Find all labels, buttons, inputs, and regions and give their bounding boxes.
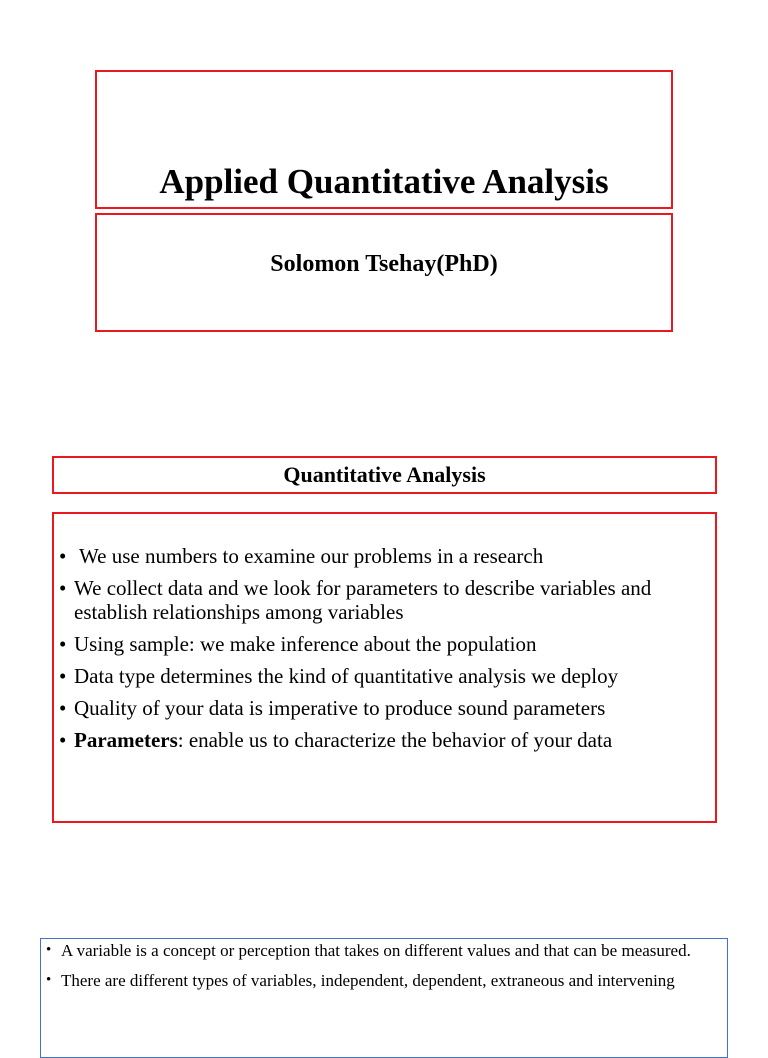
bullet-icon: • [59,576,67,600]
list-item [59,544,709,568]
slide-heading: Quantitative Analysis [283,462,486,487]
list-item-text: : enable us to characterize the behavior of your data [177,728,613,752]
bullet-icon: • [46,972,52,988]
variables-slide [0,930,768,1024]
list-item [59,728,709,752]
bullet-list [46,941,723,1001]
bullet-icon: • [46,942,52,958]
bullet-icon: • [59,632,67,656]
bullet-icon: • [59,696,67,720]
list-item-text: Using sample: we make inference about the population [74,632,537,656]
list-item-text: There are different types of variables, independent, dependent, extraneous and intervening [61,971,675,990]
title-slide [0,0,768,360]
author-name: Solomon Tsehay(PhD) [270,251,498,277]
author-box [95,213,673,332]
list-item-text: We use numbers to examine our problems in a research [79,544,544,568]
list-item-text: Data type determines the kind of quantitative analysis we deploy [74,664,619,688]
title-box [95,70,673,209]
list-item-text: We collect data and we look for parameters to describe variables and establish relationships among variables [74,576,652,624]
content-box [52,512,717,823]
quantitative-analysis-slide [0,440,768,840]
variables-box [40,938,728,1058]
heading-box [52,456,717,494]
list-item-text: Quality of your data is imperative to produce sound parameters [74,696,606,720]
main-title: Applied Quantitative Analysis [159,162,609,201]
list-item [59,664,709,688]
list-item [59,696,709,720]
list-item [46,941,723,961]
list-item-text: A variable is a concept or perception that takes on different values and that can be measured. [61,941,691,960]
bullet-icon: • [59,544,67,568]
bullet-icon: • [59,728,67,752]
bullet-list [59,544,709,760]
bullet-icon: • [59,664,67,688]
list-item [59,576,709,624]
list-item [46,971,723,991]
list-item [59,632,709,656]
list-item-bold-term: Parameters [74,728,178,752]
